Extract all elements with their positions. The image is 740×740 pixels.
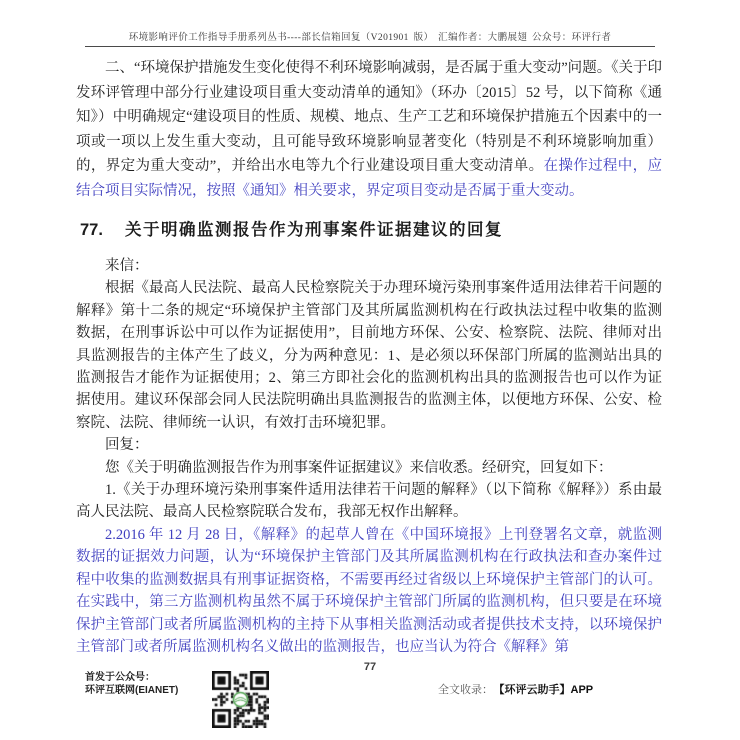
footer-collection-app: 【环评云助手】APP (499, 684, 594, 696)
page-number: 77 (363, 661, 377, 673)
qr-code-icon (212, 671, 269, 728)
qr-code-canvas (212, 671, 269, 728)
intro-paragraph-blue: 在操作过程中，应结合项目实际情况，按照《通知》相关要求，界定项目变动是否属于重大变动。 (76, 158, 663, 199)
reply-paragraph-2: 1.《关于办理环境污染刑事案件适用法律若干问题的解释》（以下简称《解释》）系由最高人民法院、最高人民检察院联合发布，我部无权作出解释。 (76, 482, 662, 521)
intro-paragraph (76, 56, 662, 203)
section-heading (80, 216, 662, 240)
section-number: 77. (80, 221, 103, 239)
letter-label: 来信： (105, 258, 149, 274)
reply-label: 回复： (105, 437, 149, 454)
reply-paragraph-1: 您《关于明确监测报告作为刑事案件证据建议》来信收悉。经研究，回复如下： (105, 459, 613, 476)
footer-collection (438, 681, 593, 697)
section-title: 关于明确监测报告作为刑事案件证据建议的回复 (124, 221, 503, 239)
letter-body: 根据《最高人民法院、最高人民检察院关于办理环境污染刑事案件适用法律若干问题的解释》第十二条的规定“环境保护主管部门及其所属监测机构在行政执法过程中收集的监测数据，在刑事诉讼中可以作为证据使用”，目前地方环保、公安、检察院、法院、律师对出具监测报告的主体产生了歧义，分为两种意见：1、是必须以环保部门所属的监测站出具的监测报告才能作为证据使用；2、第三方即社会化的监测机构出具的监测报告也可以作为证据使用。建议环保部会同人民法院明确出具监测报告的监测主体，以便地方环保、公安、检察院、法院、律师统一认识，有效打击环境犯罪。 (76, 280, 662, 431)
document-body (76, 56, 662, 658)
footer-origin-line1: 首发于公众号： (85, 672, 155, 683)
footer-collection-label: 全文收录： (438, 684, 493, 696)
reply-paragraph-3: 2.2016 年 12 月 28 日，《解释》的起草人曾在《中国环境报》上刊登署名文章，就监测数据的证据效力问题，认为“环境保护主管部门及其所属监测机构在行政执法和查办案件过程中收集的监测数据具有刑事证据资格，不需要再经过省级以上环境保护主管部门的认可。在实践中，第三方监测机构虽然不属于环境保护主管部门所属的监测机构，但只要是在环境保护主管部门或者所属监测机构的主持下从事相关监测活动或者提供技术支持，以环境保护主管部门或者所属监测机构名义做出的监测报告，也应当认为符合《解释》第 (76, 526, 662, 655)
footer-origin-line2: 环评互联网(EIANET) (85, 684, 179, 696)
footer-origin (85, 672, 178, 697)
page-header-title: 环境影响评价工作指导手册系列丛书----部长信箱回复（V201901 版） 汇编作者：大鹏展翅 公众号：环评行者 (128, 33, 612, 43)
intro-paragraph-black: 二、“环境保护措施发生变化使得不利环境影响减弱，是否属于重大变动”问题。《关于印发环评管理中部分行业建设项目重大变动清单的通知》（环办〔2015〕52 号，以下简称《通知》）中明确规定“建设项目的性质、规模、地点、生产工艺和环境保护措施五个因素中的一项或一项以上发生重大变动，且可能导致环境影响显著变化（特别是不利环境影响加重）的，界定为重大变动”，并给出水电等九个行业建设项目重大变动清单。 (76, 60, 662, 174)
header-divider (85, 46, 655, 47)
